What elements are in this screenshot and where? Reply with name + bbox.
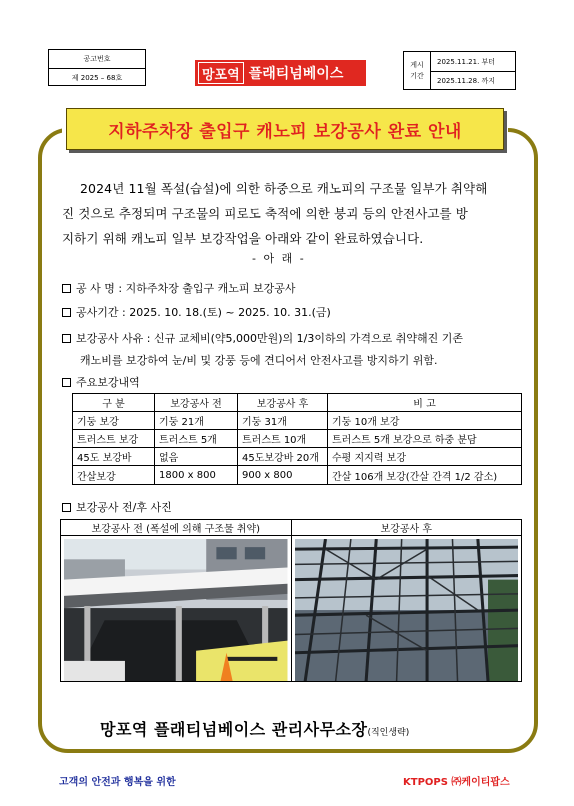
checkbox-icon (62, 308, 71, 317)
table-header-note: 비 고 (328, 394, 522, 412)
page-title: 지하주차장 출입구 캐노피 보강공사 완료 안내 (66, 108, 504, 150)
table-cell: 간살보강 (73, 466, 155, 485)
table-cell: 기둥 31개 (238, 412, 328, 430)
table-header-after: 보강공사 후 (238, 394, 328, 412)
table-cell: 간살 106개 보강(간살 간격 1/2 감소) (328, 466, 522, 485)
intro-paragraph (62, 176, 522, 251)
photo-after-caption: 보강공사 후 (292, 520, 522, 536)
project-reason-line-2: 캐노비를 보강하여 눈/비 및 강풍 등에 견디어서 안전사고를 방지하기 위함. (80, 354, 438, 367)
table-cell: 기둥 10개 보강 (328, 412, 522, 430)
photo-before (61, 520, 291, 681)
photo-comparison (60, 519, 522, 682)
notice-label: 공고번호 (83, 55, 111, 63)
notice-number-box (48, 49, 146, 86)
project-reason-item (62, 330, 463, 346)
checkbox-icon (62, 284, 71, 293)
table-row (73, 466, 522, 485)
brand-station: 망포역 (198, 62, 244, 84)
reinforcement-table (72, 393, 522, 485)
below-mark: - 아 래 - (252, 252, 306, 265)
photos-heading-text: 보강공사 전/후 사진 (76, 501, 172, 514)
photo-after-image (295, 539, 519, 681)
table-row (73, 412, 522, 430)
posting-to: 2025.11.28. 까지 (431, 71, 515, 90)
table-cell: 없음 (155, 448, 238, 466)
footer-company: KTPOPS ㈜케이티팝스 (403, 777, 510, 788)
signature-note: (직인생략) (367, 728, 410, 738)
table-cell: 45도 보강바 (73, 448, 155, 466)
notice-number: 제 2025 – 68호 (49, 68, 145, 86)
photo-before-caption: 보강공사 전 (폭설에 의해 구조물 취약) (61, 520, 291, 536)
posting-label (404, 52, 431, 89)
intro-line-2: 진 것으로 추정되며 구조물의 피로도 축적에 의한 붕괴 등의 안전사고를 방 (62, 206, 468, 221)
table-header-row (73, 394, 522, 412)
signature (100, 717, 409, 740)
posting-from: 2025.11.21. 부터 (437, 57, 496, 66)
signature-main: 망포역 플래티넘베이스 관리사무소장 (100, 720, 368, 739)
table-cell: 900 x 800 (238, 466, 328, 485)
project-name-item (62, 280, 295, 296)
checkbox-icon (62, 503, 71, 512)
table-cell: 수평 지지력 보강 (328, 448, 522, 466)
project-reason-line-1: 보강공사 사유 : 신규 교체비(약5,000만원)의 1/3이하의 가격으로 취약해진 기존 (76, 332, 463, 345)
table-cell: 기둥 21개 (155, 412, 238, 430)
checkbox-icon (62, 378, 71, 387)
posting-label-1: 게시 (410, 61, 424, 69)
table-cell: 45도보강바 20개 (238, 448, 328, 466)
table-cell: 기둥 보강 (73, 412, 155, 430)
footer-slogan: 고객의 안전과 행복을 위한 (59, 777, 176, 788)
table-cell: 트러스트 10개 (238, 430, 328, 448)
table-cell: 트러스트 보강 (73, 430, 155, 448)
table-cell: 트러스트 5개 보강으로 하중 분담 (328, 430, 522, 448)
table-cell: 1800 x 800 (155, 466, 238, 485)
main-reinforcement-heading (62, 374, 140, 390)
photos-heading (62, 499, 172, 515)
posting-label-2: 기간 (410, 71, 424, 80)
table-header-before: 보강공사 전 (155, 394, 238, 412)
main-reinforcement-text: 주요보강내역 (76, 376, 140, 389)
intro-line-3: 지하기 위해 캐노피 일부 보강작업을 아래와 같이 완료하였습니다. (62, 231, 424, 246)
table-row (73, 448, 522, 466)
photo-after (291, 520, 522, 681)
table-header-category: 구 분 (73, 394, 155, 412)
brand-logo (195, 60, 366, 86)
table-row (73, 430, 522, 448)
project-period-text: 공사기간 : 2025. 10. 18.(토) ~ 2025. 10. 31.(금) (76, 306, 331, 319)
table-cell: 트러스트 5개 (155, 430, 238, 448)
project-name-text: 공 사 명 : 지하주차장 출입구 캐노피 보강공사 (76, 282, 296, 295)
checkbox-icon (62, 334, 71, 343)
brand-name: 플래티넘베이스 (248, 66, 344, 82)
photo-before-image (64, 539, 288, 681)
project-period-item (62, 304, 331, 320)
intro-line-1: 2024년 11월 폭설(습설)에 의한 하중으로 캐노피의 구조물 일부가 취약해 (80, 181, 488, 196)
posting-period-box (403, 51, 516, 90)
